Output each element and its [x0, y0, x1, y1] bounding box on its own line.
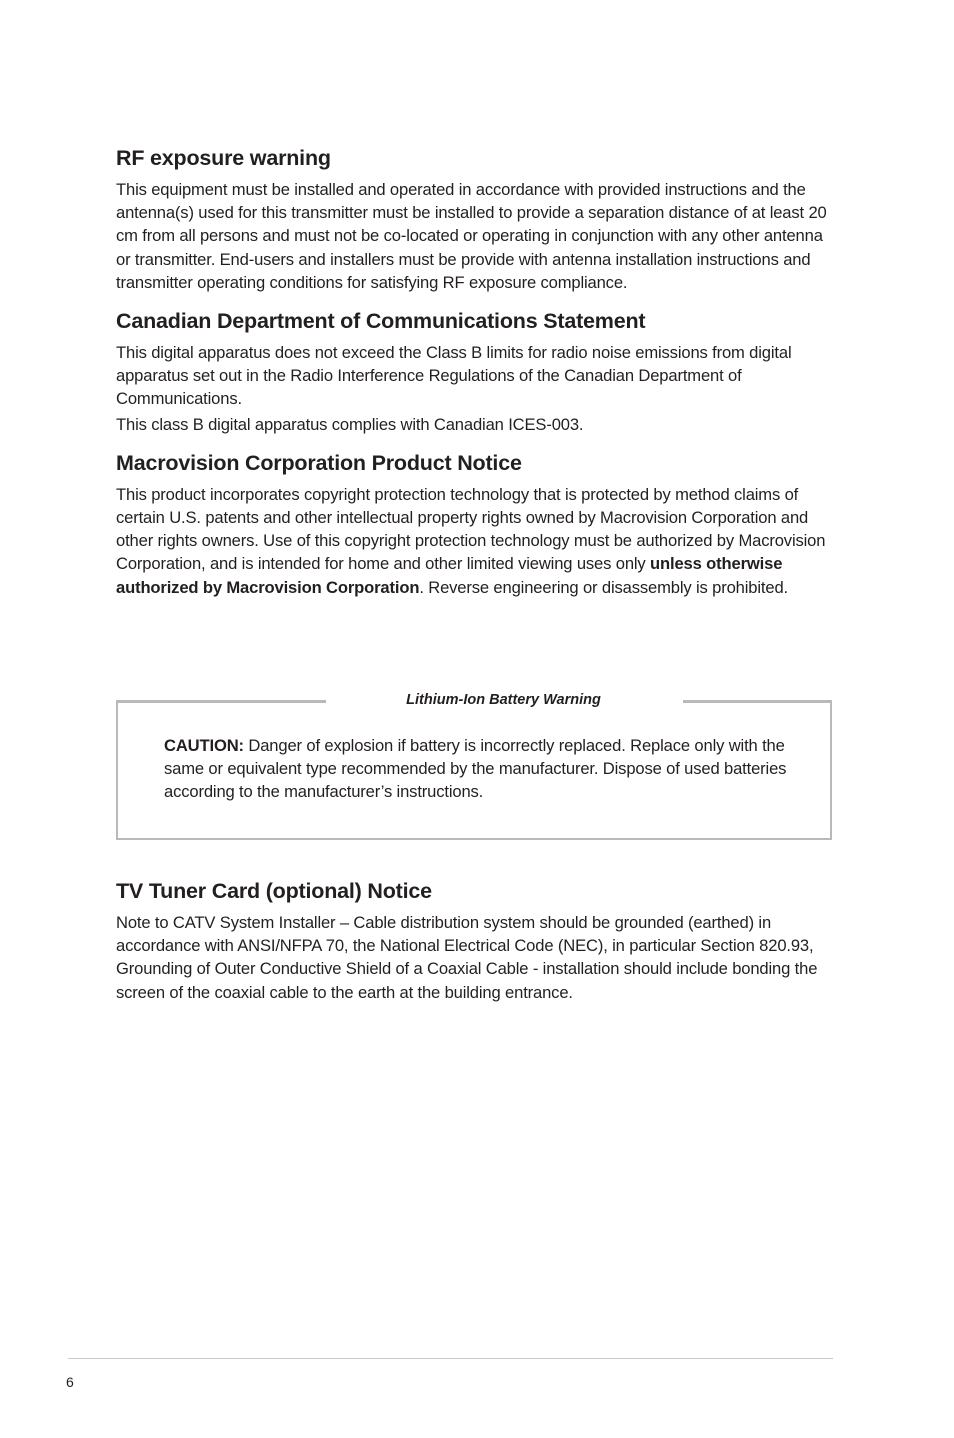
page-number: 6 — [66, 1374, 74, 1390]
paragraph-text: . Reverse engineering or disassembly is prohibited. — [419, 577, 788, 597]
battery-warning-box — [116, 692, 832, 840]
paragraph-bold-text: unless otherwise authorized by Macrovision Corporation — [116, 554, 783, 597]
section-rf-exposure — [116, 144, 834, 294]
document-body — [116, 144, 834, 612]
caution-text: Danger of explosion if battery is incorrectly replaced. Replace only with the same or equivalent type recommended by the manufacturer. Dispose of used batteries according to the manufacturer’s instructions. — [164, 736, 787, 802]
section-tv-tuner — [116, 877, 834, 1004]
section-paragraph: This equipment must be installed and operated in accordance with provided instructions and the antenna(s) used for this transmitter must be installed to provide a separation distance of at least 20 cm from all persons and must not be co-located or operating in conjunction with any other antenna or transmitter. End-users and installers must be provide with antenna installation instructions and transmitter operating conditions for satisfying RF exposure compliance. — [116, 180, 827, 292]
battery-warning-title: Lithium-Ion Battery Warning — [406, 692, 601, 708]
section-heading: TV Tuner Card (optional) Notice — [116, 879, 432, 903]
section-paragraph: This class B digital apparatus complies with Canadian ICES-003. — [116, 414, 584, 434]
section-canadian-doc — [116, 307, 834, 436]
box-top-rule — [683, 700, 832, 703]
section-heading: RF exposure warning — [116, 146, 331, 170]
section-paragraph: This digital apparatus does not exceed the Class B limits for radio noise emissions from digital apparatus set out in the Radio Interference Regulations of the Canadian Department of Communications. — [116, 343, 792, 409]
section-heading: Macrovision Corporation Product Notice — [116, 450, 522, 475]
paragraph-text: This product incorporates copyright protection technology that is protected by method claims of certain U.S. patents and other intellectual property rights owned by Macrovision Corporation and other rights owners. Use of this copyright protection technology must be authorized by Macrovision Corporation, and is intended for home and other limited viewing uses only — [116, 484, 826, 574]
caution-label: CAUTION: — [164, 736, 244, 755]
footer-divider — [68, 1358, 833, 1359]
section-macrovision — [116, 449, 834, 599]
section-heading: Canadian Department of Communications Statement — [116, 309, 646, 334]
section-paragraph — [116, 483, 834, 599]
battery-warning-text — [164, 734, 828, 804]
box-top-rule — [116, 700, 326, 703]
section-paragraph: Note to CATV System Installer – Cable distribution system should be grounded (earthed) in accordance with ANSI/NFPA 70, the National Electrical Code (NEC), in particular Section 820.93, Grounding of Outer Conductive Shield of a Coaxial Cable - installation should include bonding the screen of the coaxial cable to the earth at the building entrance. — [116, 913, 818, 1002]
